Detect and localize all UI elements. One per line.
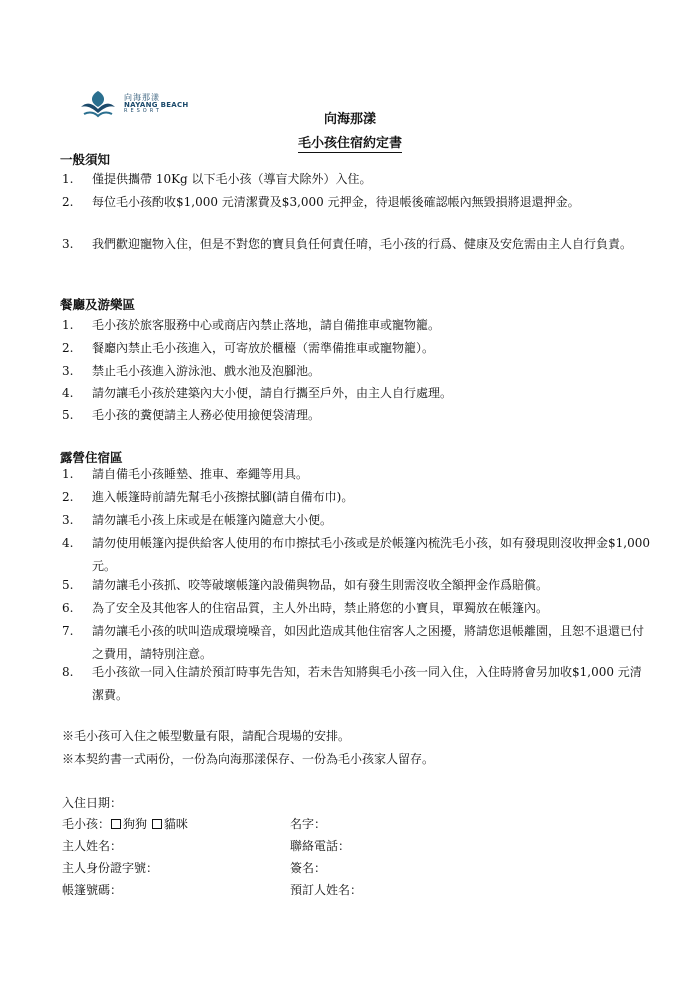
item-number: 1. xyxy=(62,318,74,332)
pet-type-label: 毛小孩： xyxy=(62,817,111,831)
list-item xyxy=(62,532,652,578)
list-item xyxy=(62,620,652,666)
item-number: 2. xyxy=(62,195,74,209)
owner-id-field[interactable]: 主人身份證字號： xyxy=(62,861,159,875)
item-number: 2. xyxy=(62,341,74,355)
section-heading-camping: 露營住宿區 xyxy=(60,450,123,465)
item-number: 4. xyxy=(62,536,74,550)
item-number: 3. xyxy=(62,513,74,527)
item-text: 禁止毛小孩進入游泳池、戲水池及泡腳池。 xyxy=(92,364,321,378)
item-number: 3. xyxy=(62,237,74,251)
list-item xyxy=(62,191,652,214)
item-number: 8. xyxy=(62,665,74,679)
cat-checkbox[interactable] xyxy=(152,819,162,829)
item-number: 7. xyxy=(62,624,74,638)
note-tent-limit: ※毛小孩可入住之帳型數量有限，請配合現場的安排。 xyxy=(62,729,351,743)
list-item xyxy=(62,360,652,383)
item-text: 毛小孩的糞便請主人務必使用撿便袋清理。 xyxy=(92,408,321,422)
owner-name-field[interactable]: 主人姓名： xyxy=(62,839,123,853)
list-item xyxy=(62,597,652,620)
item-text: 我們歡迎寵物入住，但是不對您的寶貝負任何責任唷，毛小孩的行爲、健康及安危需由主人自行負責。 xyxy=(92,237,633,251)
item-text: 毛小孩欲一同入住請於預訂時事先告知，若未告知將與毛小孩一同入住，入住時將會另加收$1,000 元清潔費。 xyxy=(92,665,642,702)
item-number: 1. xyxy=(62,467,74,481)
list-item xyxy=(62,168,652,191)
item-text: 請勿讓毛小孩抓、咬等破壞帳篷內設備與物品，如有發生則需沒收全額押金作爲賠償。 xyxy=(92,578,549,592)
item-number: 3. xyxy=(62,364,74,378)
list-item xyxy=(62,314,652,337)
item-text: 進入帳篷時前請先幫毛小孩擦拭腳(請自備布巾)。 xyxy=(92,490,354,504)
cat-label: 貓咪 xyxy=(163,817,188,831)
item-number: 4. xyxy=(62,386,74,400)
item-text: 每位毛小孩酌收$1,000 元清潔費及$3,000 元押金，待退帳後確認帳內無毀損將退還押金。 xyxy=(92,195,580,209)
dog-checkbox[interactable] xyxy=(111,819,121,829)
contact-phone-field[interactable]: 聯絡電話： xyxy=(290,839,351,853)
section-heading-general: 一般須知 xyxy=(60,152,111,167)
item-number: 1. xyxy=(62,172,74,186)
logo-english-name: NAYANG BEACH xyxy=(124,100,189,109)
signature-field[interactable]: 簽名： xyxy=(290,861,327,875)
item-text: 請勿讓毛小孩的吠叫造成環境噪音，如因此造成其他住宿客人之困擾，將請您退帳離園，且恕不退還已付之費用，請特別注意。 xyxy=(92,624,645,661)
item-text: 毛小孩於旅客服務中心或商店內禁止落地，請自備推車或寵物籠。 xyxy=(92,318,441,332)
document-header: 向海那漾 xyxy=(323,112,376,127)
list-item xyxy=(62,382,652,405)
list-item xyxy=(62,463,652,486)
tent-number-field[interactable]: 帳篷號碼： xyxy=(62,883,123,897)
item-text: 請勿使用帳篷內提供給客人使用的布巾擦拭毛小孩或是於帳篷內梳洗毛小孩，如有發現則沒收押金$1,000 元。 xyxy=(92,536,650,573)
note-contract-copies: ※本契約書一式兩份，一份為向海那漾保存、一份為毛小孩家人留存。 xyxy=(62,752,435,766)
list-item xyxy=(62,486,652,509)
logo-chinese-name: 向海那漾 xyxy=(124,92,160,102)
item-number: 6. xyxy=(62,601,74,615)
pet-type-field xyxy=(62,815,188,832)
item-text: 請勿讓毛小孩於建築內大小便，請自行攜至戶外，由主人自行處理。 xyxy=(92,386,453,400)
booker-name-field[interactable]: 預訂人姓名： xyxy=(290,883,363,897)
document-title-text: 毛小孩住宿約定書 xyxy=(297,136,402,151)
document-title xyxy=(0,132,700,151)
item-text: 為了安全及其他客人的住宿品質，主人外出時，禁止將您的小寶貝，單獨放在帳篷內。 xyxy=(92,601,549,615)
item-text: 請勿讓毛小孩上床或是在帳篷內隨意大小便。 xyxy=(92,513,333,527)
item-number: 5. xyxy=(62,408,74,422)
list-item xyxy=(62,337,652,360)
list-item xyxy=(62,404,652,427)
item-text: 請自備毛小孩睡墊、推車、牽繩等用具。 xyxy=(92,467,309,481)
pet-name-field[interactable]: 名字： xyxy=(290,817,327,831)
checkin-date-field[interactable]: 入住日期： xyxy=(62,796,123,810)
list-item xyxy=(62,661,652,707)
dog-label: 狗狗 xyxy=(123,817,148,831)
item-text: 餐廳內禁止毛小孩進入，可寄放於櫃檯（需準備推車或寵物籠）。 xyxy=(92,341,435,355)
item-number: 2. xyxy=(62,490,74,504)
list-item xyxy=(62,574,652,597)
list-item xyxy=(62,509,652,532)
logo-english-resort: RESORT xyxy=(124,108,162,115)
item-number: 5. xyxy=(62,578,74,592)
section-heading-dining: 餐廳及游樂區 xyxy=(60,297,136,312)
item-text: 僅提供攜帶 10Kg 以下毛小孩（導盲犬除外）入住。 xyxy=(92,172,372,186)
list-item xyxy=(62,233,652,256)
